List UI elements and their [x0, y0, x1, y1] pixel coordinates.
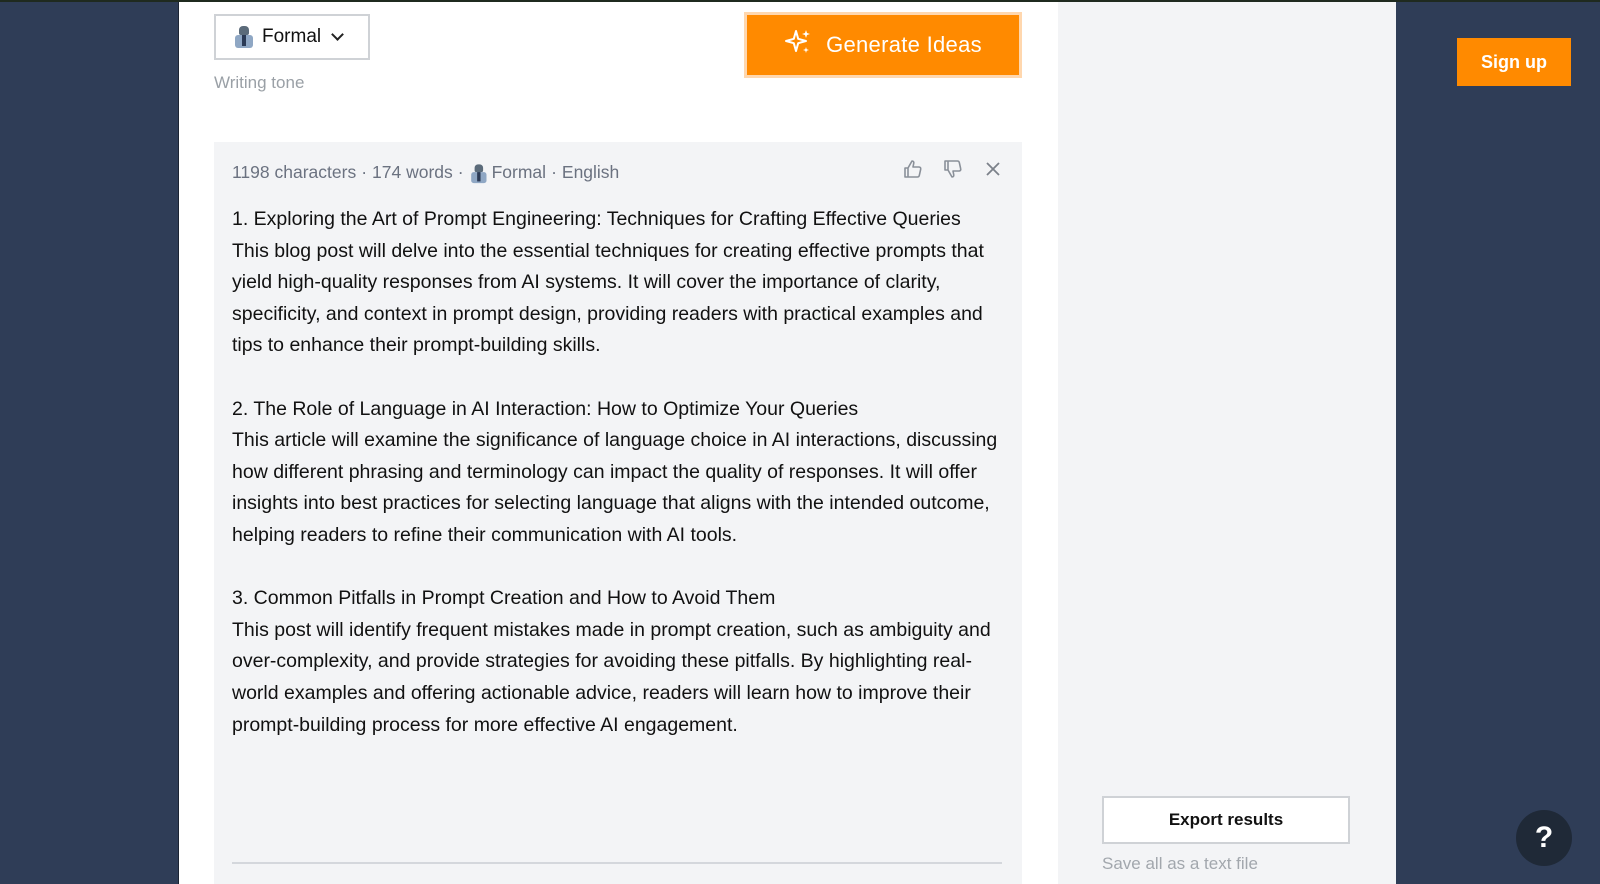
tone-caption: Writing tone	[214, 73, 305, 92]
result-language: English	[561, 162, 620, 182]
side-panel	[1058, 2, 1396, 884]
sign-up-button[interactable]: Sign up	[1457, 38, 1571, 86]
result-stats	[232, 162, 619, 183]
businessperson-icon	[470, 164, 485, 180]
sparkles-icon	[784, 28, 812, 62]
generate-ideas-button[interactable]	[744, 12, 1022, 78]
tone-selected-label: Formal	[262, 26, 322, 47]
stats-separator: ·	[361, 162, 368, 182]
result-text: 1. Exploring the Art of Prompt Engineering: Techniques for Crafting Effective Queries This blog post will delve into the essential techniques for creating effective prompts that yield high-quality responses from AI systems. It will cover the importance of clarity, specificity, and context in prompt design, providing readers with practical examples and tips to enhance their prompt-building skills. 2. The Role of Language in AI Interaction: How to Optimize Your Queries This article will examine the significance of language choice in AI interactions, discussing how different phrasing and terminology can impact the quality of responses. It will offer insights into best practices for selecting language that aligns with the intended outcome, helping readers to refine their communication with AI tools. 3. Common Pitfalls in Prompt Creation and How to Avoid Them This post will identify frequent mistakes made in prompt creation, such as ambiguity and over-complexity, and provide strategies for avoiding these pitfalls. By highlighting real-world examples and offering actionable advice, readers will learn how to improve their prompt-building process for more effective AI engagement.	[232, 208, 998, 736]
generate-ideas-label: Generate Ideas	[826, 32, 982, 57]
character-count: 1198 characters	[232, 162, 357, 182]
businessperson-icon	[234, 26, 254, 48]
close-icon[interactable]	[982, 158, 1004, 180]
chevron-down-icon	[331, 28, 344, 41]
export-caption: Save all as a text file	[1102, 854, 1258, 873]
result-card	[214, 142, 1022, 884]
tone-dropdown[interactable]	[214, 14, 370, 60]
help-button[interactable]: ?	[1516, 810, 1572, 866]
export-results-button[interactable]: Export results	[1102, 796, 1350, 844]
stats-separator: ·	[457, 162, 464, 182]
result-tone: Formal	[491, 162, 547, 182]
word-count: 174 words	[372, 162, 453, 182]
thumbs-down-icon[interactable]	[942, 158, 964, 180]
thumbs-up-icon[interactable]	[902, 158, 924, 180]
result-divider	[232, 862, 1002, 864]
stats-separator: ·	[551, 162, 557, 182]
result-actions	[902, 158, 1004, 180]
